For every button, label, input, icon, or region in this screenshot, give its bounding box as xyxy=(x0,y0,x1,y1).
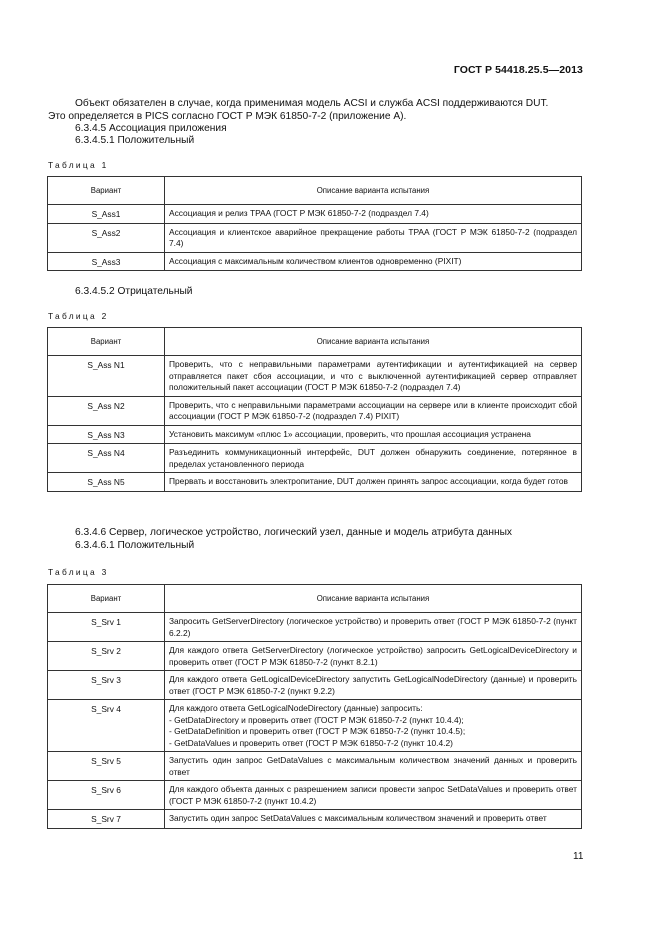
table-row xyxy=(48,671,582,700)
table-row xyxy=(48,642,582,671)
table-2 xyxy=(47,327,582,492)
variant-cell: S_Srv 3 xyxy=(48,671,165,700)
table-row xyxy=(48,700,582,752)
variant-cell: S_Srv 4 xyxy=(48,700,165,752)
section-heading-63452: 6.3.4.5.2 Отрицательный xyxy=(75,286,193,297)
table-row xyxy=(48,356,582,397)
variant-cell: S_Ass2 xyxy=(48,223,165,252)
description-cell: Ассоциация и релиз TPAA (ГОСТ Р МЭК 61850-7-2 (подраздел 7.4) xyxy=(165,205,582,224)
section-heading-6345: 6.3.4.5 Ассоциация приложения xyxy=(75,123,227,134)
table-row xyxy=(48,810,582,829)
table-header-row xyxy=(48,328,582,356)
variant-cell: S_Ass1 xyxy=(48,205,165,224)
description-cell: Ассоциация с максимальным количеством клиентов одновременно (PIXIT) xyxy=(165,252,582,271)
table-row xyxy=(48,613,582,642)
table-row xyxy=(48,205,582,224)
description-cell: Запустить один запрос SetDataValues с максимальным количеством значений и проверить ответ xyxy=(165,810,582,829)
section-heading-63461: 6.3.4.6.1 Положительный xyxy=(75,540,195,551)
description-cell: Для каждого ответа GetServerDirectory (логическое устройство) запросить GetLogicalDeviceDirectory и проверить ответ (ГОСТ Р МЭК 61850-7-2 (пункт 8.2.1) xyxy=(165,642,582,671)
table-3 xyxy=(47,584,582,829)
description-cell: Для каждого ответа GetLogicalNodeDirectory (данные) запросить: - GetDataDirectory и проверить ответ (ГОСТ Р МЭК 61850-7-2 (пункт 10.4.4); - GetDataDefinition и проверить ответ (ГОСТ Р МЭК 61850-7-2 (пункт 10.4.5); - GetDataValues и проверить ответ (ГОСТ Р МЭК 61850-7-2 (пункт 10.4.2) xyxy=(165,700,582,752)
variant-cell: S_Srv 6 xyxy=(48,781,165,810)
variant-cell: S_Ass N4 xyxy=(48,444,165,473)
section-heading-6346: 6.3.4.6 Сервер, логическое устройство, логический узел, данные и модель атрибута данных xyxy=(75,527,512,538)
description-cell: Установить максимум «плюс 1» ассоциации, проверить, что прошлая ассоциация устранена xyxy=(165,425,582,444)
page-number: 11 xyxy=(573,851,584,862)
variant-cell: S_Srv 7 xyxy=(48,810,165,829)
table-row xyxy=(48,223,582,252)
description-cell: Для каждого объекта данных с разрешением записи провести запрос SetDataValues и проверить ответ (ГОСТ Р МЭК 61850-7-2 (пункт 10.4.2) xyxy=(165,781,582,810)
column-header-description: Описание варианта испытания xyxy=(165,328,582,356)
table-header-row xyxy=(48,585,582,613)
table-2-caption: Таблица 2 xyxy=(48,311,109,321)
column-header-variant: Вариант xyxy=(48,328,165,356)
table-1-caption: Таблица 1 xyxy=(48,160,109,170)
table-row xyxy=(48,752,582,781)
table-row xyxy=(48,425,582,444)
intro-paragraph xyxy=(48,97,588,123)
description-cell: Проверить, что с неправильными параметрами аутентификации и аутентификацией на сервер отправляется пакет сбоя ассоциации, и что с выключенной аутентификацией сервер отправляет положительный пакет ассоциации (ГОСТ Р МЭК 61850-7-2 (подраздел 7.4) xyxy=(165,356,582,397)
column-header-variant: Вариант xyxy=(48,177,165,205)
table-header-row xyxy=(48,177,582,205)
table-row xyxy=(48,444,582,473)
variant-cell: S_Ass N2 xyxy=(48,396,165,425)
description-cell: Ассоциация и клиентское аварийное прекращение работы TPAA (ГОСТ Р МЭК 61850-7-2 (подраздел 7.4) xyxy=(165,223,582,252)
description-cell: Запустить один запрос GetDataValues с максимальным количеством значений данных и проверить ответ xyxy=(165,752,582,781)
table-row xyxy=(48,781,582,810)
column-header-variant: Вариант xyxy=(48,585,165,613)
variant-cell: S_Ass N5 xyxy=(48,473,165,492)
variant-cell: S_Ass N3 xyxy=(48,425,165,444)
column-header-description: Описание варианта испытания xyxy=(165,585,582,613)
table-1 xyxy=(47,176,582,271)
description-cell: Прервать и восстановить электропитание, DUT должен принять запрос ассоциации, когда будет готов xyxy=(165,473,582,492)
intro-line-1: Объект обязателен в случае, когда применимая модель ACSI и служба ACSI поддерживаются DUT. xyxy=(75,98,549,109)
variant-cell: S_Srv 5 xyxy=(48,752,165,781)
description-cell: Проверить, что с неправильными параметрами ассоциации на сервере или в клиенте происходит сбой ассоциации (ГОСТ Р МЭК 61850-7-2 (подраздел 7.4) PIXIT) xyxy=(165,396,582,425)
table-row xyxy=(48,473,582,492)
variant-cell: S_Ass3 xyxy=(48,252,165,271)
description-cell: Для каждого ответа GetLogicalDeviceDirectory запустить GetLogicalNodeDirectory (данные) и проверить ответ (ГОСТ Р МЭК 61850-7-2 (пункт 9.2.2) xyxy=(165,671,582,700)
description-cell: Запросить GetServerDirectory (логическое устройство) и проверить ответ (ГОСТ Р МЭК 61850-7-2 (пункт 6.2.2) xyxy=(165,613,582,642)
description-cell: Разъединить коммуникационный интерфейс, DUT должен обнаружить соединение, потерянное в пределах установленного периода xyxy=(165,444,582,473)
section-heading-63451: 6.3.4.5.1 Положительный xyxy=(75,135,195,146)
document-header: ГОСТ Р 54418.25.5—2013 xyxy=(453,64,583,76)
variant-cell: S_Srv 2 xyxy=(48,642,165,671)
variant-cell: S_Ass N1 xyxy=(48,356,165,397)
variant-cell: S_Srv 1 xyxy=(48,613,165,642)
table-row xyxy=(48,396,582,425)
table-row xyxy=(48,252,582,271)
table-3-caption: Таблица 3 xyxy=(48,567,109,577)
column-header-description: Описание варианта испытания xyxy=(165,177,582,205)
intro-line-2: Это определяется в PICS согласно ГОСТ Р МЭК 61850-7-2 (приложение А). xyxy=(48,111,407,122)
